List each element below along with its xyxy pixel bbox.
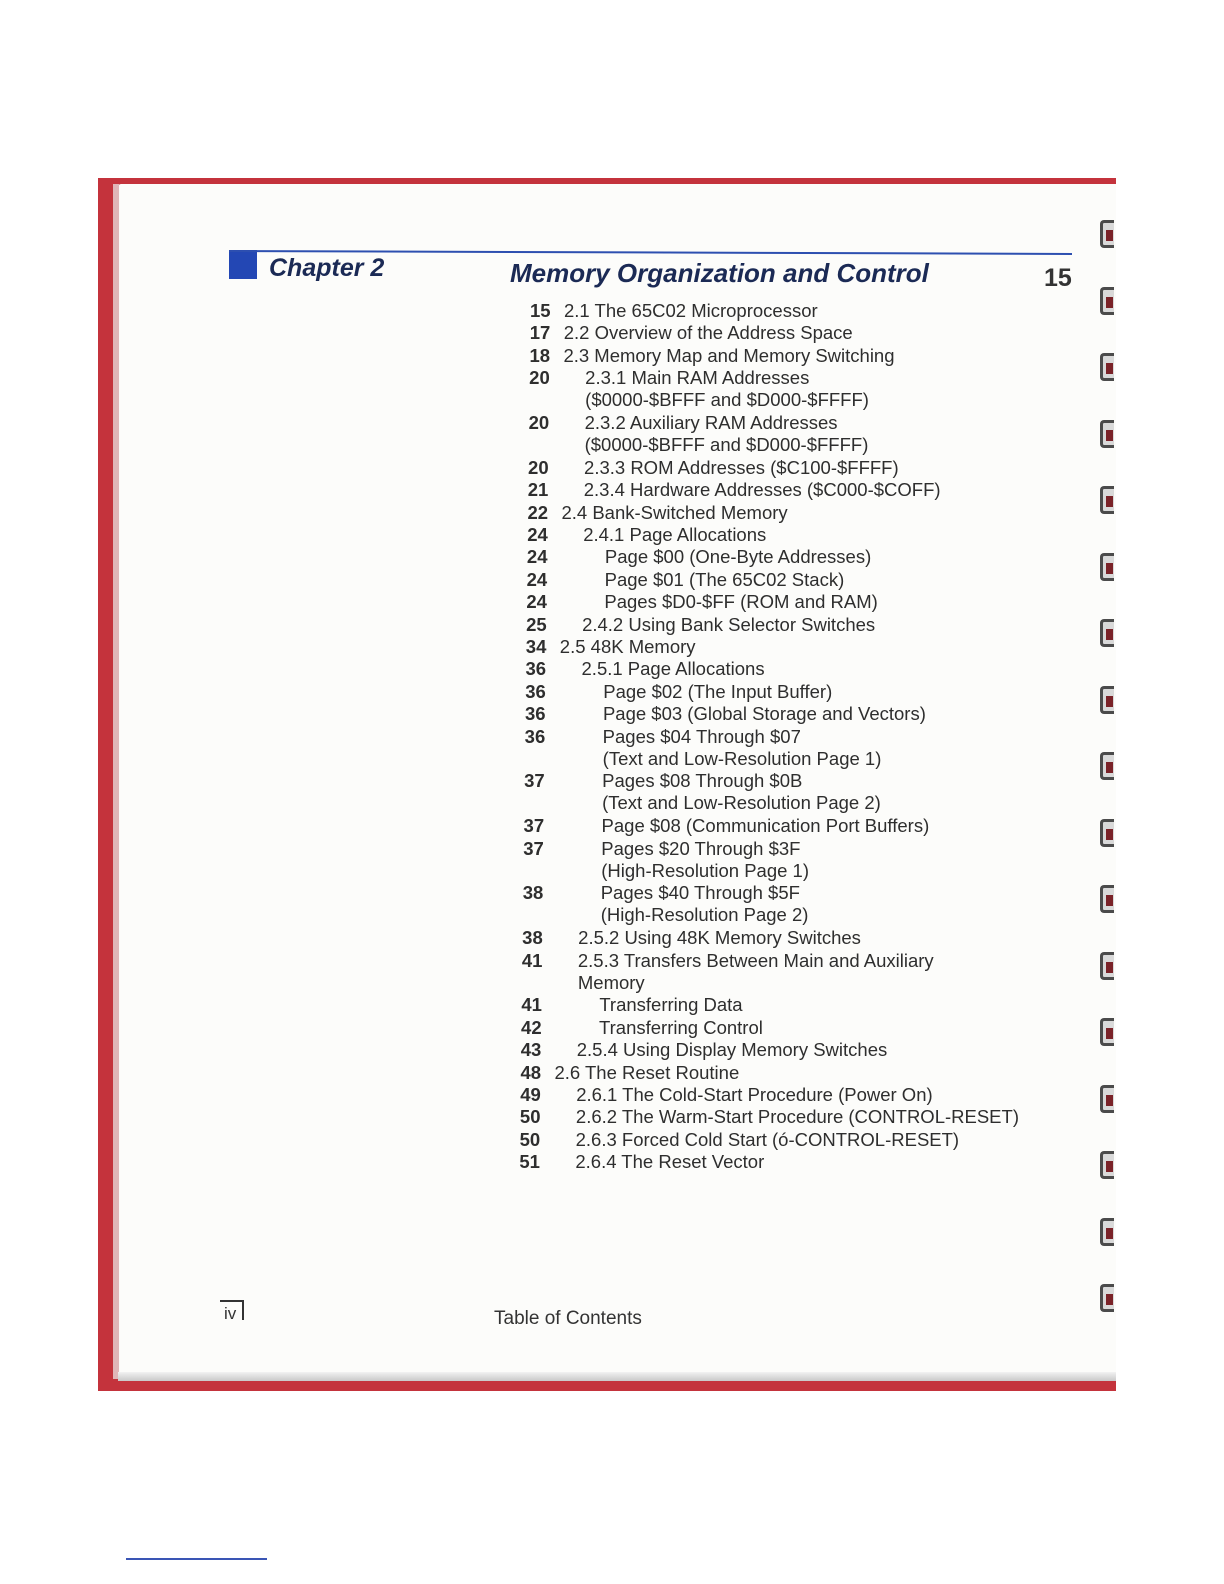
toc-entry-title: 2.5.3 Transfers Between Main and Auxiliary bbox=[577, 949, 934, 971]
toc-entry-title: 2.5 48K Memory bbox=[559, 636, 696, 657]
toc-page-number: 42 bbox=[521, 1016, 542, 1038]
toc-entry-title: 2.3.1 Main RAM Addresses bbox=[585, 367, 810, 389]
toc-entry-title: Page $01 (The 65C02 Stack) bbox=[604, 568, 845, 590]
toc-entry-title: 2.4.1 Page Allocations bbox=[583, 524, 767, 545]
toc-page-number: 49 bbox=[520, 1084, 541, 1105]
toc-page-number: 37 bbox=[523, 837, 544, 859]
toc-entry-title: 2.6.4 The Reset Vector bbox=[575, 1151, 765, 1173]
toc-page-number: 37 bbox=[524, 770, 545, 792]
toc-entry-title-continued: (Text and Low-Resolution Page 2) bbox=[602, 792, 881, 814]
toc-entry-title-continued: (High-Resolution Page 2) bbox=[600, 904, 809, 926]
toc-entry-title: 2.5.4 Using Display Memory Switches bbox=[576, 1039, 888, 1061]
toc-entry-title: 2.4.2 Using Bank Selector Switches bbox=[582, 613, 876, 635]
toc-page-number: 22 bbox=[527, 501, 549, 523]
toc-page-number: 25 bbox=[526, 613, 547, 635]
toc-entry-title: 2.2 Overview of the Address Space bbox=[563, 322, 853, 344]
toc-entry-title: 2.6.3 Forced Cold Start (ó-CONTROL-RESET) bbox=[575, 1128, 960, 1150]
toc-page-number: 18 bbox=[529, 344, 551, 366]
toc-entry-title: 2.1 The 65C02 Microprocessor bbox=[564, 300, 818, 321]
toc-entry-title: 2.5.1 Page Allocations bbox=[581, 658, 765, 680]
toc-entry-title-continued: (High-Resolution Page 1) bbox=[601, 859, 809, 881]
toc-entry-title-continued: (Text and Low-Resolution Page 1) bbox=[602, 747, 882, 769]
toc-entry-title-continued: ($0000-$BFFF and $D000-$FFFF) bbox=[585, 389, 869, 411]
toc-page-number: 50 bbox=[519, 1128, 541, 1150]
toc-entry-title: Pages $08 Through $0B bbox=[602, 770, 803, 792]
toc-page-number: 50 bbox=[519, 1106, 541, 1128]
toc-entry-title: 2.6 The Reset Routine bbox=[554, 1061, 740, 1083]
toc-page-number: 17 bbox=[529, 322, 551, 344]
toc-page-number: 20 bbox=[529, 367, 550, 389]
toc-page-number: 20 bbox=[528, 412, 550, 433]
toc-page-number: 15 bbox=[530, 300, 551, 321]
toc-page-number: 48 bbox=[520, 1061, 542, 1083]
toc-page-number: 34 bbox=[525, 636, 547, 657]
toc-entry-title: Pages $D0-$FF (ROM and RAM) bbox=[604, 591, 878, 613]
chapter-page-number: 15 bbox=[1044, 264, 1072, 292]
scan-artifact-line bbox=[126, 1558, 267, 1560]
toc-page-number: 20 bbox=[528, 456, 549, 478]
chapter-title: Memory Organization and Control bbox=[510, 258, 929, 288]
toc-page-number: 36 bbox=[525, 658, 547, 680]
toc-entry-title: 2.5.2 Using 48K Memory Switches bbox=[578, 927, 861, 949]
toc-page-number: 24 bbox=[526, 568, 548, 590]
toc-page-number: 24 bbox=[527, 524, 548, 545]
toc-entry-title: 2.3.4 Hardware Addresses ($C000-$COFF) bbox=[583, 479, 941, 501]
toc-entry-title-continued: ($0000-$BFFF and $D000-$FFFF) bbox=[584, 434, 869, 455]
toc-page-number: 38 bbox=[522, 882, 544, 904]
toc-page-number: 38 bbox=[522, 927, 543, 949]
toc-entry-title: 2.4 Bank-Switched Memory bbox=[561, 501, 788, 523]
toc-entry-title: 2.3.3 ROM Addresses ($C100-$FFFF) bbox=[584, 456, 899, 478]
footer-title: Table of Contents bbox=[494, 1308, 642, 1329]
toc-entry-title: Pages $40 Through $5F bbox=[600, 882, 800, 904]
toc-page-number: 36 bbox=[524, 725, 546, 747]
toc-entry-title: Transferring Data bbox=[599, 994, 743, 1016]
toc-entry-title: Page $02 (The Input Buffer) bbox=[603, 680, 833, 702]
footer-page-number: iv bbox=[224, 1304, 237, 1323]
toc-entry-title: Pages $20 Through $3F bbox=[601, 837, 801, 859]
toc-entry-title-continued: Memory bbox=[577, 971, 645, 993]
toc-page-number: 43 bbox=[520, 1039, 542, 1061]
toc-entry-title: 2.3.2 Auxiliary RAM Addresses bbox=[584, 412, 838, 433]
toc-entry-title: Page $08 (Communication Port Buffers) bbox=[601, 815, 930, 837]
toc-page-number: 36 bbox=[525, 680, 546, 702]
toc-entry-title: 2.3 Memory Map and Memory Switching bbox=[563, 344, 895, 366]
toc-entry-title: Transferring Control bbox=[599, 1016, 763, 1038]
toc-entry-title: Page $03 (Global Storage and Vectors) bbox=[602, 703, 926, 725]
toc-page-number: 41 bbox=[521, 994, 542, 1016]
toc-entry-title: 2.6.1 The Cold-Start Procedure (Power On) bbox=[576, 1084, 933, 1105]
toc-page-number: 51 bbox=[519, 1151, 540, 1173]
toc-entry-title: Pages $04 Through $07 bbox=[602, 725, 801, 747]
toc-entry-title: 2.6.2 The Warm-Start Procedure (CONTROL-RESET) bbox=[575, 1106, 1019, 1128]
toc-page-number: 24 bbox=[526, 546, 548, 568]
toc-page-number: 21 bbox=[527, 479, 549, 501]
toc-entry-title: Page $00 (One-Byte Addresses) bbox=[604, 546, 872, 568]
toc-page-number: 36 bbox=[524, 703, 546, 725]
chapter-label: Chapter 2 bbox=[269, 254, 385, 282]
toc-page-number: 41 bbox=[521, 949, 543, 971]
toc-page-number: 24 bbox=[526, 591, 547, 613]
toc-page-number: 37 bbox=[523, 815, 545, 837]
